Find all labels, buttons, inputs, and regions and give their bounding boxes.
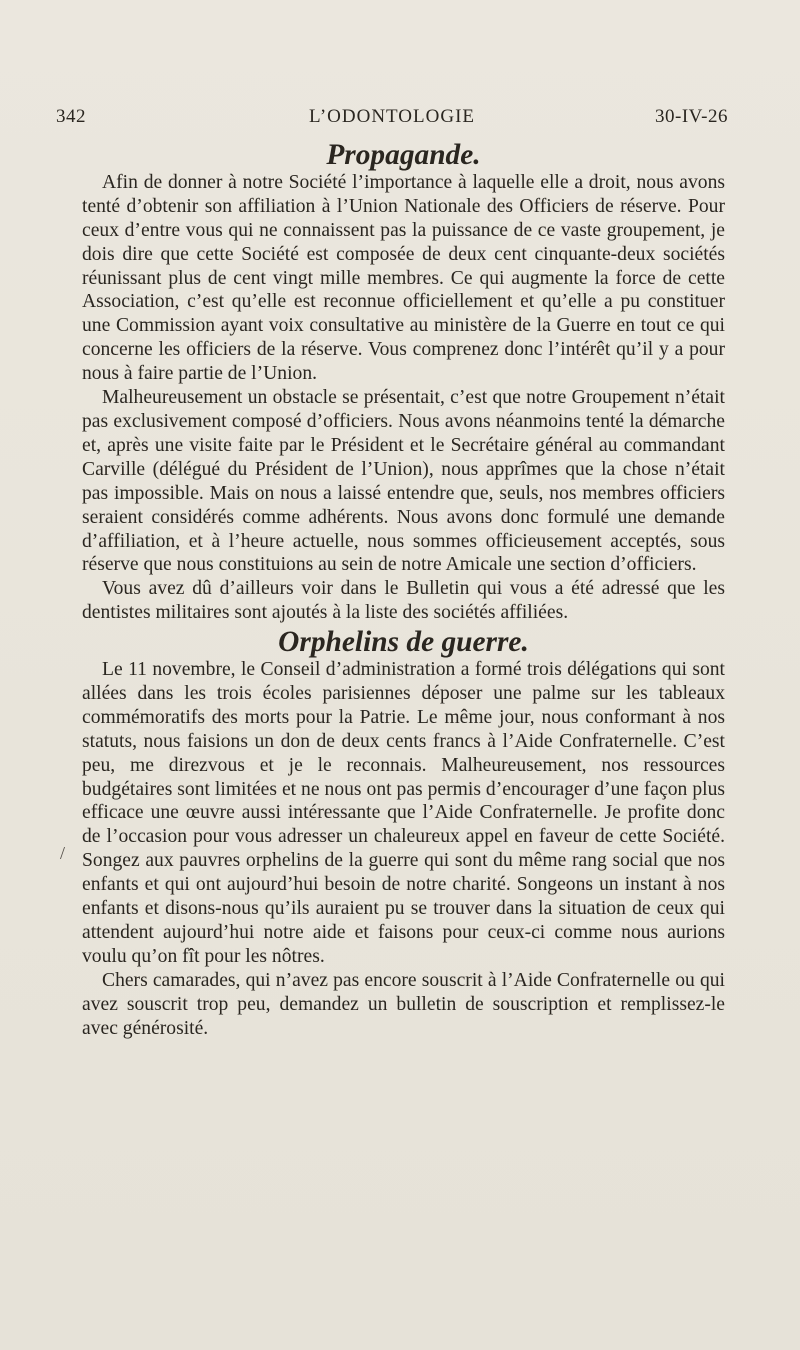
paragraph: Le 11 novembre, le Conseil d’administration a formé trois délégations qui sont allées dans les trois écoles parisiennes déposer une palme sur les tableaux commémoratifs des morts pour la Patrie. Le même jour, nous conformant à nos statuts, nous faisions un don de deux cents francs à l’Aide Confraternelle. C’est peu, me direzvous et je le reconnais. Malheureusement, nos ressources budgétaires sont limitées et ne nous ont pas permis d’encourager d’une façon plus efficace une œuvre aussi intéressante que l’Aide Confraternelle. Je profite donc de l’occasion pour vous adresser un chaleureux appel en faveur de cette Société. Songez aux pauvres orphelins de la guerre qui sont du même rang social que nos enfants et qui ont aujourd’hui besoin de notre charité. Songeons un instant à nos enfants et disons-nous qu’ils auraient pu se trouver dans la situation de ceux qui attendent aujourd’hui notre aide et faisons pour ceux-ci comme nous aurions voulu qu’on fît pour les nôtres. — [82, 659, 725, 967]
page-number: 342 — [56, 106, 86, 127]
page-header — [56, 106, 728, 136]
article-body — [82, 139, 725, 1041]
issue-date: 30-IV-26 — [655, 106, 728, 127]
paragraph: Chers camarades, qui n’avez pas encore souscrit à l’Aide Confraternelle ou qui avez souscrit trop peu, demandez un bulletin de souscription et remplissez-le avec générosité. — [82, 969, 725, 1039]
margin-pencil-mark: / — [60, 843, 66, 863]
section-title-orphelins: Orphelins de guerre. — [278, 626, 529, 659]
running-title: L’ODONTOLOGIE — [308, 106, 476, 127]
paragraph: Vous avez dû d’ailleurs voir dans le Bulletin qui vous a été adressé que les dentistes militaires sont ajoutés à la liste des sociétés affiliées. — [82, 578, 725, 624]
paragraph: Malheureusement un obstacle se présentait, c’est que notre Groupement n’était pas exclusivement composé d’officiers. Nous avons néanmoins tenté la démarche et, après une visite faite par le Président et le Secrétaire général au commandant Carville (délégué du Président de l’Union), nous apprîmes que la chose n’était pas impossible. Mais on nous a laissé entendre que, seuls, nos membres officiers seraient considérés comme adhérents. Nous avons donc formulé une demande d’affiliation, et à l’heure actuelle, nous sommes officieusement acceptés, sous réserve que nous constituions au sein de notre Amicale une section d’officiers. — [82, 387, 725, 576]
section-title-propagande: Propagande. — [326, 139, 481, 171]
paragraph: Afin de donner à notre Société l’importance à laquelle elle a droit, nous avons tenté d’obtenir son affiliation à l’Union Nationale des Officiers de réserve. Pour ceux d’entre vous qui ne connaissent pas la puissance de ce vaste groupement, je dois dire que cette Société est composée de deux cent cinquante-deux sociétés réunissant plus de cent vingt mille membres. Ce qui augmente la force de cette Association, c’est qu’elle est reconnue officiellement et qu’elle a pu constituer une Commission ayant voix consultative au ministère de la Guerre en tout ce qui concerne les officiers de la réserve. Vous comprenez donc l’intérêt qu’il y a pour nous à faire partie de l’Union. — [82, 171, 725, 385]
